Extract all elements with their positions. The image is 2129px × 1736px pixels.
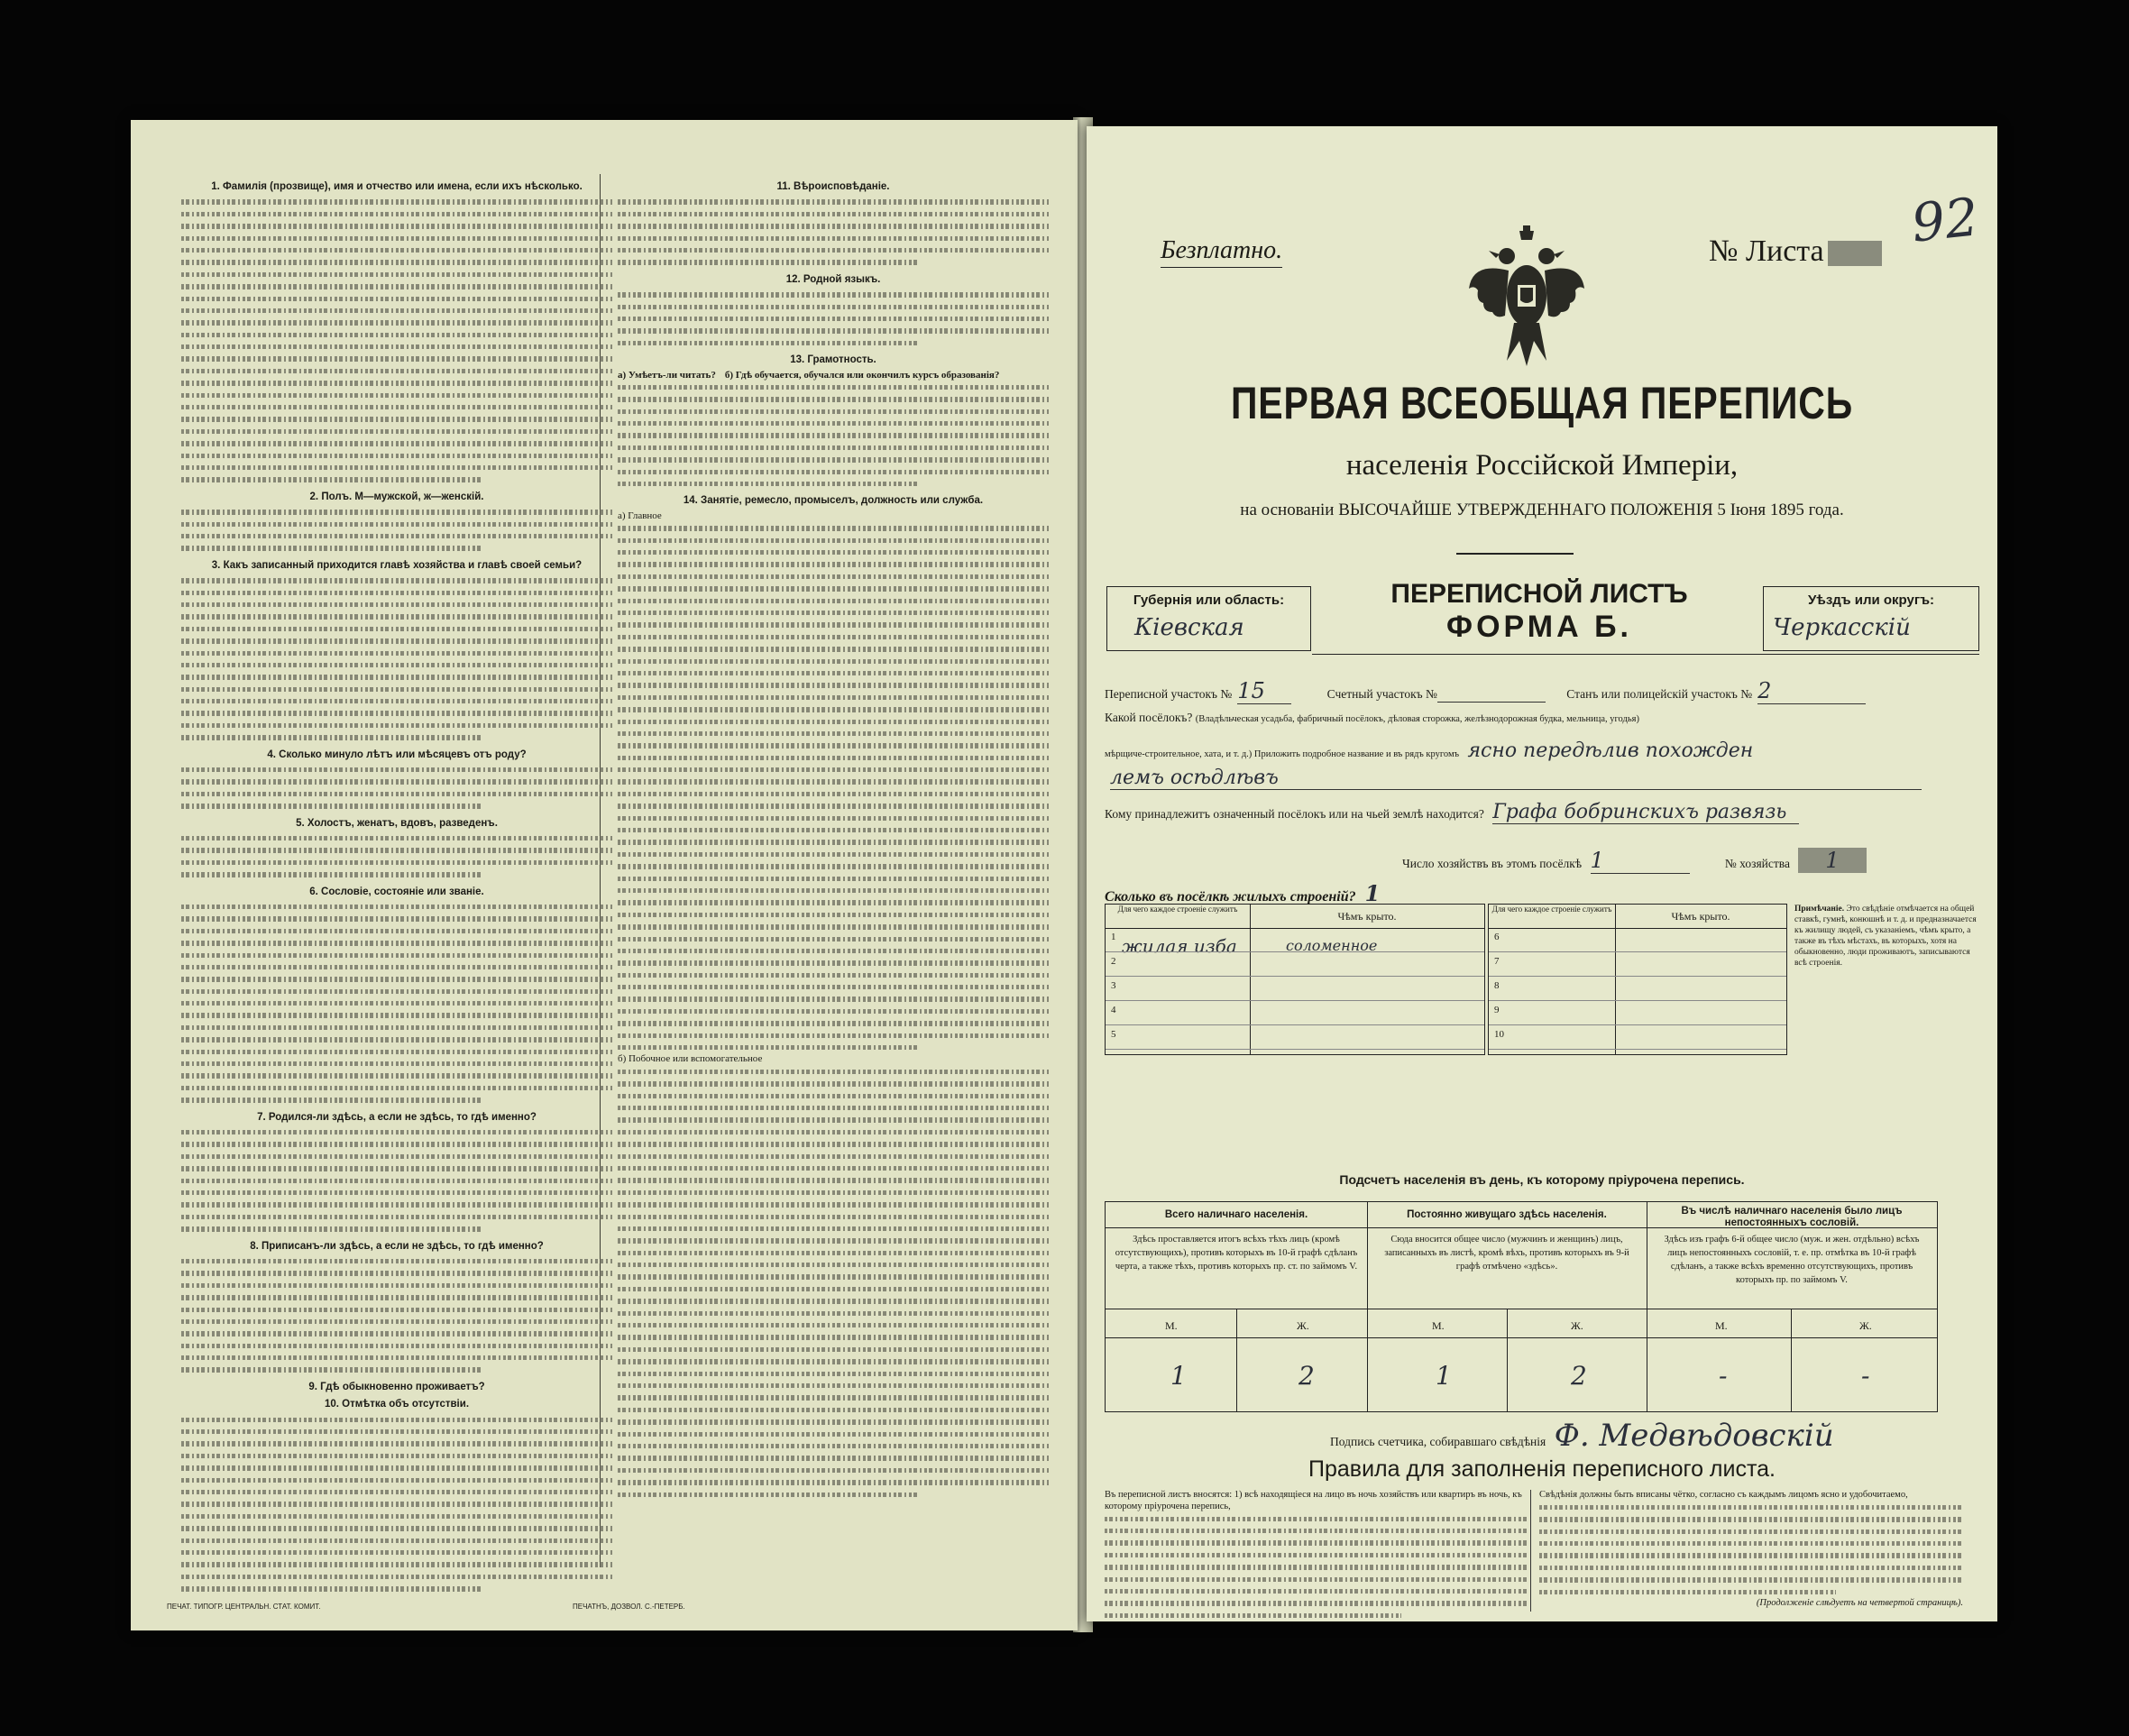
section-heading: 11. Вѣроисповѣданіе. [776,181,890,192]
section-heading: 13. Грамотность. [790,354,876,366]
nonpermanent-female: - [1861,1361,1870,1391]
owner-row: Кому принадлежитъ означенный посёлокъ или на чьей землѣ находится? Графа бобринскихъ развязь [1105,801,1804,824]
literacy-sub-a: а) Умѣетъ-ли читать? [618,369,716,381]
households-value: 1 [1591,848,1690,874]
section-heading: 8. Приписанъ-ли здѣсь, а если не здѣсь, то гдѣ именно? [250,1240,544,1252]
building-row-number: 4 [1111,1005,1116,1015]
sheet-number-stamp [1828,241,1882,266]
title-divider [1456,553,1574,555]
summary-head-permanent: Постоянно живущаго здѣсь населенія. [1407,1209,1607,1220]
summary-head-total: Всего наличнаго населенія. [1164,1209,1308,1220]
buildings-table-left: Для чего каждое строеніе служитъ Чѣмъ крыто. жилая изба соломенное 1 2 3 4 5 [1105,904,1485,1055]
building-row-number: 8 [1494,980,1500,991]
signature-value: Ф. Медвѣдовскій [1554,1418,1834,1454]
buildings-note: Примѣчаніе. Это свѣдѣніе отмѣчается на общей ставкѣ, гумнѣ, конюшнѣ и т. д. и предназначается къ жилищу людей, съ указаніемъ, чѣмъ крыто, а также въ тѣхъ мѣстахъ, въ которыхъ, хотя на обыкновенно, люди проживаютъ, записываются всѣ строенія. [1794,905,1977,968]
section-heading: 6. Сословіе, состояніе или званіе. [309,886,484,897]
sheet-number: № Листа [1709,234,1882,269]
right-page-census-form: Безплатно. № Листа 92 ПЕРВАЯ ВСЕОБЩАЯ ПЕРЕПИСЬ населенія Россійской Имперіи, на основаніи ВЫСОЧАЙШЕ УТВЕРЖДЕННАГО ПОЛОЖЕНІЯ 5 Іюня 1895 года. Губернія или область: Кіевская ПЕРЕПИСНОЙ ЛИСТЪ ФОРМА Б. Уѣздъ или округъ: Черкасскій Переписной участокъ № 15 Счетный участокъ № Станъ или полицейскій участокъ № 2 Какой посёлокъ? (Владѣльческая усадьба, фабричный посёлокъ, дѣловая сторожка, желѣзнодорожная будка, мельница, угодья) мѣрщиче-строительное, хата, и т. д.) Приложить подробное название и въ рядъ кругомъ ясно передѣлив похожден лемъ осѣдлѣвъ Кому принадлежитъ означенный посёлокъ или на чьей землѣ находится? Графа бобринскихъ развязь Число хозяйствъ въ этомъ посёлкѣ 1 № хозяйства 1 Сколько въ посёлкѣ жилыхъ строеній? 1 Для чего каждое строеніе служитъ Чѣмъ крыто. жилая изба соломенное 1 2 3 4 5 Для чего каждое строеніе служитъ Чѣмъ крыто. 6 7 8 9 10 Примѣчаніе. Это свѣдѣніе отмѣчается на общей ставкѣ, гумнѣ, конюшнѣ и т. д. и предназначается къ жилищу людей, съ указаніемъ, чѣмъ крыто, а также въ тѣхъ мѣстахъ, въ которыхъ, хотя на обыкновенно, люди проживаютъ, записываются всѣ строенія. Подсчетъ населенія въ день, къ которому пріурочена перепись. Всего наличнаго населенія. Постоянно живущаго здѣсь населенія. Въ числѣ наличнаго населенія было лицъ непостоянныхъ сословій. Здѣсь проставляется итогъ всѣхъ тѣхъ лицъ (кромѣ отсутствующихъ), противъ которыхъ въ 10-й графѣ сдѣланъ черта, а также тѣхъ, противъ которыхъ пр. ст. по займомъ V. Сюда вносится общее число (мужчинъ и женщинъ) лицъ, записанныхъ въ листѣ, кромѣ вѣхъ, противъ которыхъ въ 9-й графѣ отмѣчено «здѣсь». Здѣсь изъ графъ 6-й общее число (муж. и жен. отдѣльно) всѣхъ лицъ непостоянныхъ сословій, т. е. пр. отмѣтка въ 10-й графѣ сдѣланъ, а также всѣхъ временно отсутствующихъ, противъ которыхъ пр. по займомъ V. М. Ж. М. Ж. М. Ж. 1 2 1 2 - - Подпись счетчика, собиравшаго свѣдѣнія Ф. Медвѣдовскій Правила для заполненія переписного листа. Въ переписной листъ вносятся: 1) всѣ находящіеся на лицо въ ночь хозяйствъ или квартиръ въ ночь, къ которому пріурочена перепись, Свѣдѣнія должны быть вписаны чётко, согласно съ каждымъ лицомъ ясно и удобочитаемо, (Продолженіе слѣдуетъ на четвертой страницѣ). [1087,126,1997,1621]
gubernia-value: Кіевская [1134,614,1244,641]
gubernia-box [1106,586,1311,651]
rules-column-1: Въ переписной листъ вносятся: 1) всѣ находящіеся на лицо въ ночь хозяйствъ или квартиръ въ ночь, къ которому пріурочена перепись, [1105,1490,1528,1621]
section-heading: 3. Какъ записанный приходится главѣ хозяйства и главѣ своей семьи? [211,559,583,571]
settlement-value: ясно передѣлив похожден [1467,739,1754,762]
district-row: Переписной участокъ № 15 Счетный участокъ № Станъ или полицейскій участокъ № 2 [1105,678,1871,704]
sheet-number-handwritten: 92 [1908,186,1982,254]
body-text-block [181,764,612,813]
section-heading: 9. Гдѣ обыкновенно проживаетъ? [308,1381,485,1392]
building-row-number: 7 [1494,956,1500,967]
uezd-value: Черкасскій [1773,614,1911,641]
buildings-table-right: Для чего каждое строеніе служитъ Чѣмъ крыто. 6 7 8 9 10 [1488,904,1787,1055]
body-text-block [618,381,1049,491]
total-male: 1 [1170,1361,1187,1391]
building-row-number: 1 [1111,932,1116,942]
section-heading: 5. Холостъ, женатъ, вдовъ, разведенъ. [296,817,498,829]
printer-footer: ПЕЧАТНЪ, ДОЗВОЛ. С.-ПЕТЕРБ. [573,1603,685,1611]
total-female: 2 [1299,1361,1315,1391]
census-title: ПЕРВАЯ ВСЕОБЩАЯ ПЕРЕПИСЬ [1230,378,1854,428]
households-row: Число хозяйствъ въ этомъ посёлкѣ 1 № хозяйства 1 [1402,848,1872,874]
double-headed-eagle-emblem-icon [1464,225,1590,370]
uezd-label: Уѣздъ или округъ: [1807,592,1935,608]
building-1-use: жилая изба [1122,935,1237,957]
section-heading: 14. Занятіе, ремесло, промыселъ, должность или служба. [683,495,984,507]
building-row-number: 9 [1494,1005,1500,1015]
household-no-value: 1 [1798,848,1866,873]
body-text-block [181,196,612,485]
nonpermanent-male: - [1719,1361,1728,1391]
gubernia-label: Губернія или область: [1133,592,1285,608]
settlement-row: Какой посёлокъ? (Владѣльческая усадьба, фабричный посёлокъ, дѣловая сторожка, желѣзнодорожная будка, мельница, угодья) [1105,711,1639,724]
building-row-number: 10 [1494,1029,1504,1040]
body-text-block [181,1255,612,1376]
census-subtitle: населенія Россійской Имперіи, [1345,449,1739,482]
section-heading: 10. Отмѣтка объ отсутствіи. [324,1399,470,1410]
rules-column-2: Свѣдѣнія должны быть вписаны чётко, согласно съ каждымъ лицомъ ясно и удобочитаемо, (Продолженіе слѣдуетъ на четвертой страницѣ). [1539,1490,1963,1608]
uezd-box [1763,586,1979,651]
stan-value: 2 [1757,678,1866,704]
section-heading: 4. Сколько минуло лѣтъ или мѣсяцевъ отъ роду? [267,749,527,760]
body-text-block [181,506,612,555]
instructions-column-2 [618,176,1049,1501]
section-heading: 1. Фамилія (прозвище), имя и отчество или имена, если ихъ нѣсколько. [211,181,583,192]
occupation-sub-a: а) Главное [618,510,662,521]
body-text-block [618,196,1049,268]
section-heading: 12. Родной языкъ. [785,273,881,285]
building-row-number: 2 [1111,956,1116,967]
body-text-block [181,1126,612,1235]
left-page-instructions [131,120,1078,1630]
census-legal-basis: на основаніи ВЫСОЧАЙШЕ УТВЕРЖДЕННАГО ПОЛОЖЕНІЯ 5 Іюня 1895 года. [1240,501,1844,519]
body-text-block [618,522,1049,1053]
occupation-sub-b: б) Побочное или вспомогательное [618,1053,763,1065]
building-row-number: 6 [1494,932,1500,942]
building-row-number: 5 [1111,1029,1116,1040]
settlement-value-cont: лемъ осѣдлѣвъ [1110,767,1922,790]
summary-title: Подсчетъ населенія въ день, къ которому пріурочена перепись. [1339,1172,1745,1187]
district-value: 15 [1237,678,1291,704]
section-heading: 7. Родился-ли здѣсь, а если не здѣсь, то гдѣ именно? [257,1111,537,1123]
permanent-female: 2 [1571,1361,1587,1391]
printer-footer: ПЕЧАТ. ТИПОГР. ЦЕНТРАЛЬН. СТАТ. КОМИТ. [167,1603,321,1611]
buildings-row: Сколько въ посёлкѣ жилыхъ строеній? 1 [1105,880,1381,906]
free-label: Безплатно. [1161,236,1282,268]
permanent-male: 1 [1436,1361,1452,1391]
summary-head-nonpermanent: Въ числѣ наличнаго населенія было лицъ непостоянныхъ сословій. [1681,1206,1903,1228]
body-text-block [181,901,612,1107]
instructions-column-1 [181,176,612,1595]
population-summary-table: Всего наличнаго населенія. Постоянно живущаго здѣсь населенія. Въ числѣ наличнаго населенія было лицъ непостоянныхъ сословій. Здѣсь проставляется итогъ всѣхъ тѣхъ лицъ (кромѣ отсутствующихъ), противъ которыхъ въ 10-й графѣ сдѣланъ черта, а также тѣхъ, противъ которыхъ пр. ст. по займомъ V. Сюда вносится общее число (мужчинъ и женщинъ) лицъ, записанныхъ въ листѣ, кромѣ вѣхъ, противъ которыхъ въ 9-й графѣ отмѣчено «здѣсь». Здѣсь изъ графъ 6-й общее число (муж. и жен. отдѣльно) всѣхъ лицъ непостоянныхъ сословій, т. е. пр. отмѣтка въ 10-й графѣ сдѣланъ, а также всѣхъ временно отсутствующихъ, противъ которыхъ пр. по займомъ V. М. Ж. М. Ж. М. Ж. 1 2 1 2 - - [1105,1201,1938,1412]
section-heading: 2. Полъ. М—мужской, ж—женскій. [309,491,484,502]
signature-row: Подпись счетчика, собиравшаго свѣдѣнія Ф. Медвѣдовскій [1330,1418,1834,1454]
building-1-roof: соломенное [1286,937,1378,954]
rules-continued-note: (Продолженіе слѣдуетъ на четвертой страницѣ). [1756,1597,1963,1608]
rules-title: Правила для заполненія переписного листа. [1308,1456,1776,1482]
body-text-block [618,289,1049,349]
literacy-sub-b: б) Гдѣ обучается, обучался или окончилъ курсъ образованія? [724,369,1000,381]
buildings-value: 1 [1364,880,1381,906]
building-row-number: 3 [1111,980,1116,991]
body-text-block [181,1414,612,1595]
body-text-block [181,574,612,743]
form-title: ПЕРЕПИСНОЙ ЛИСТЪ ФОРМА Б. [1390,579,1688,644]
body-text-block [618,1066,1049,1501]
body-text-block [1105,1513,1528,1621]
body-text-block [181,832,612,881]
body-text-block [1539,1502,1963,1598]
owner-value: Графа бобринскихъ развязь [1492,801,1799,824]
